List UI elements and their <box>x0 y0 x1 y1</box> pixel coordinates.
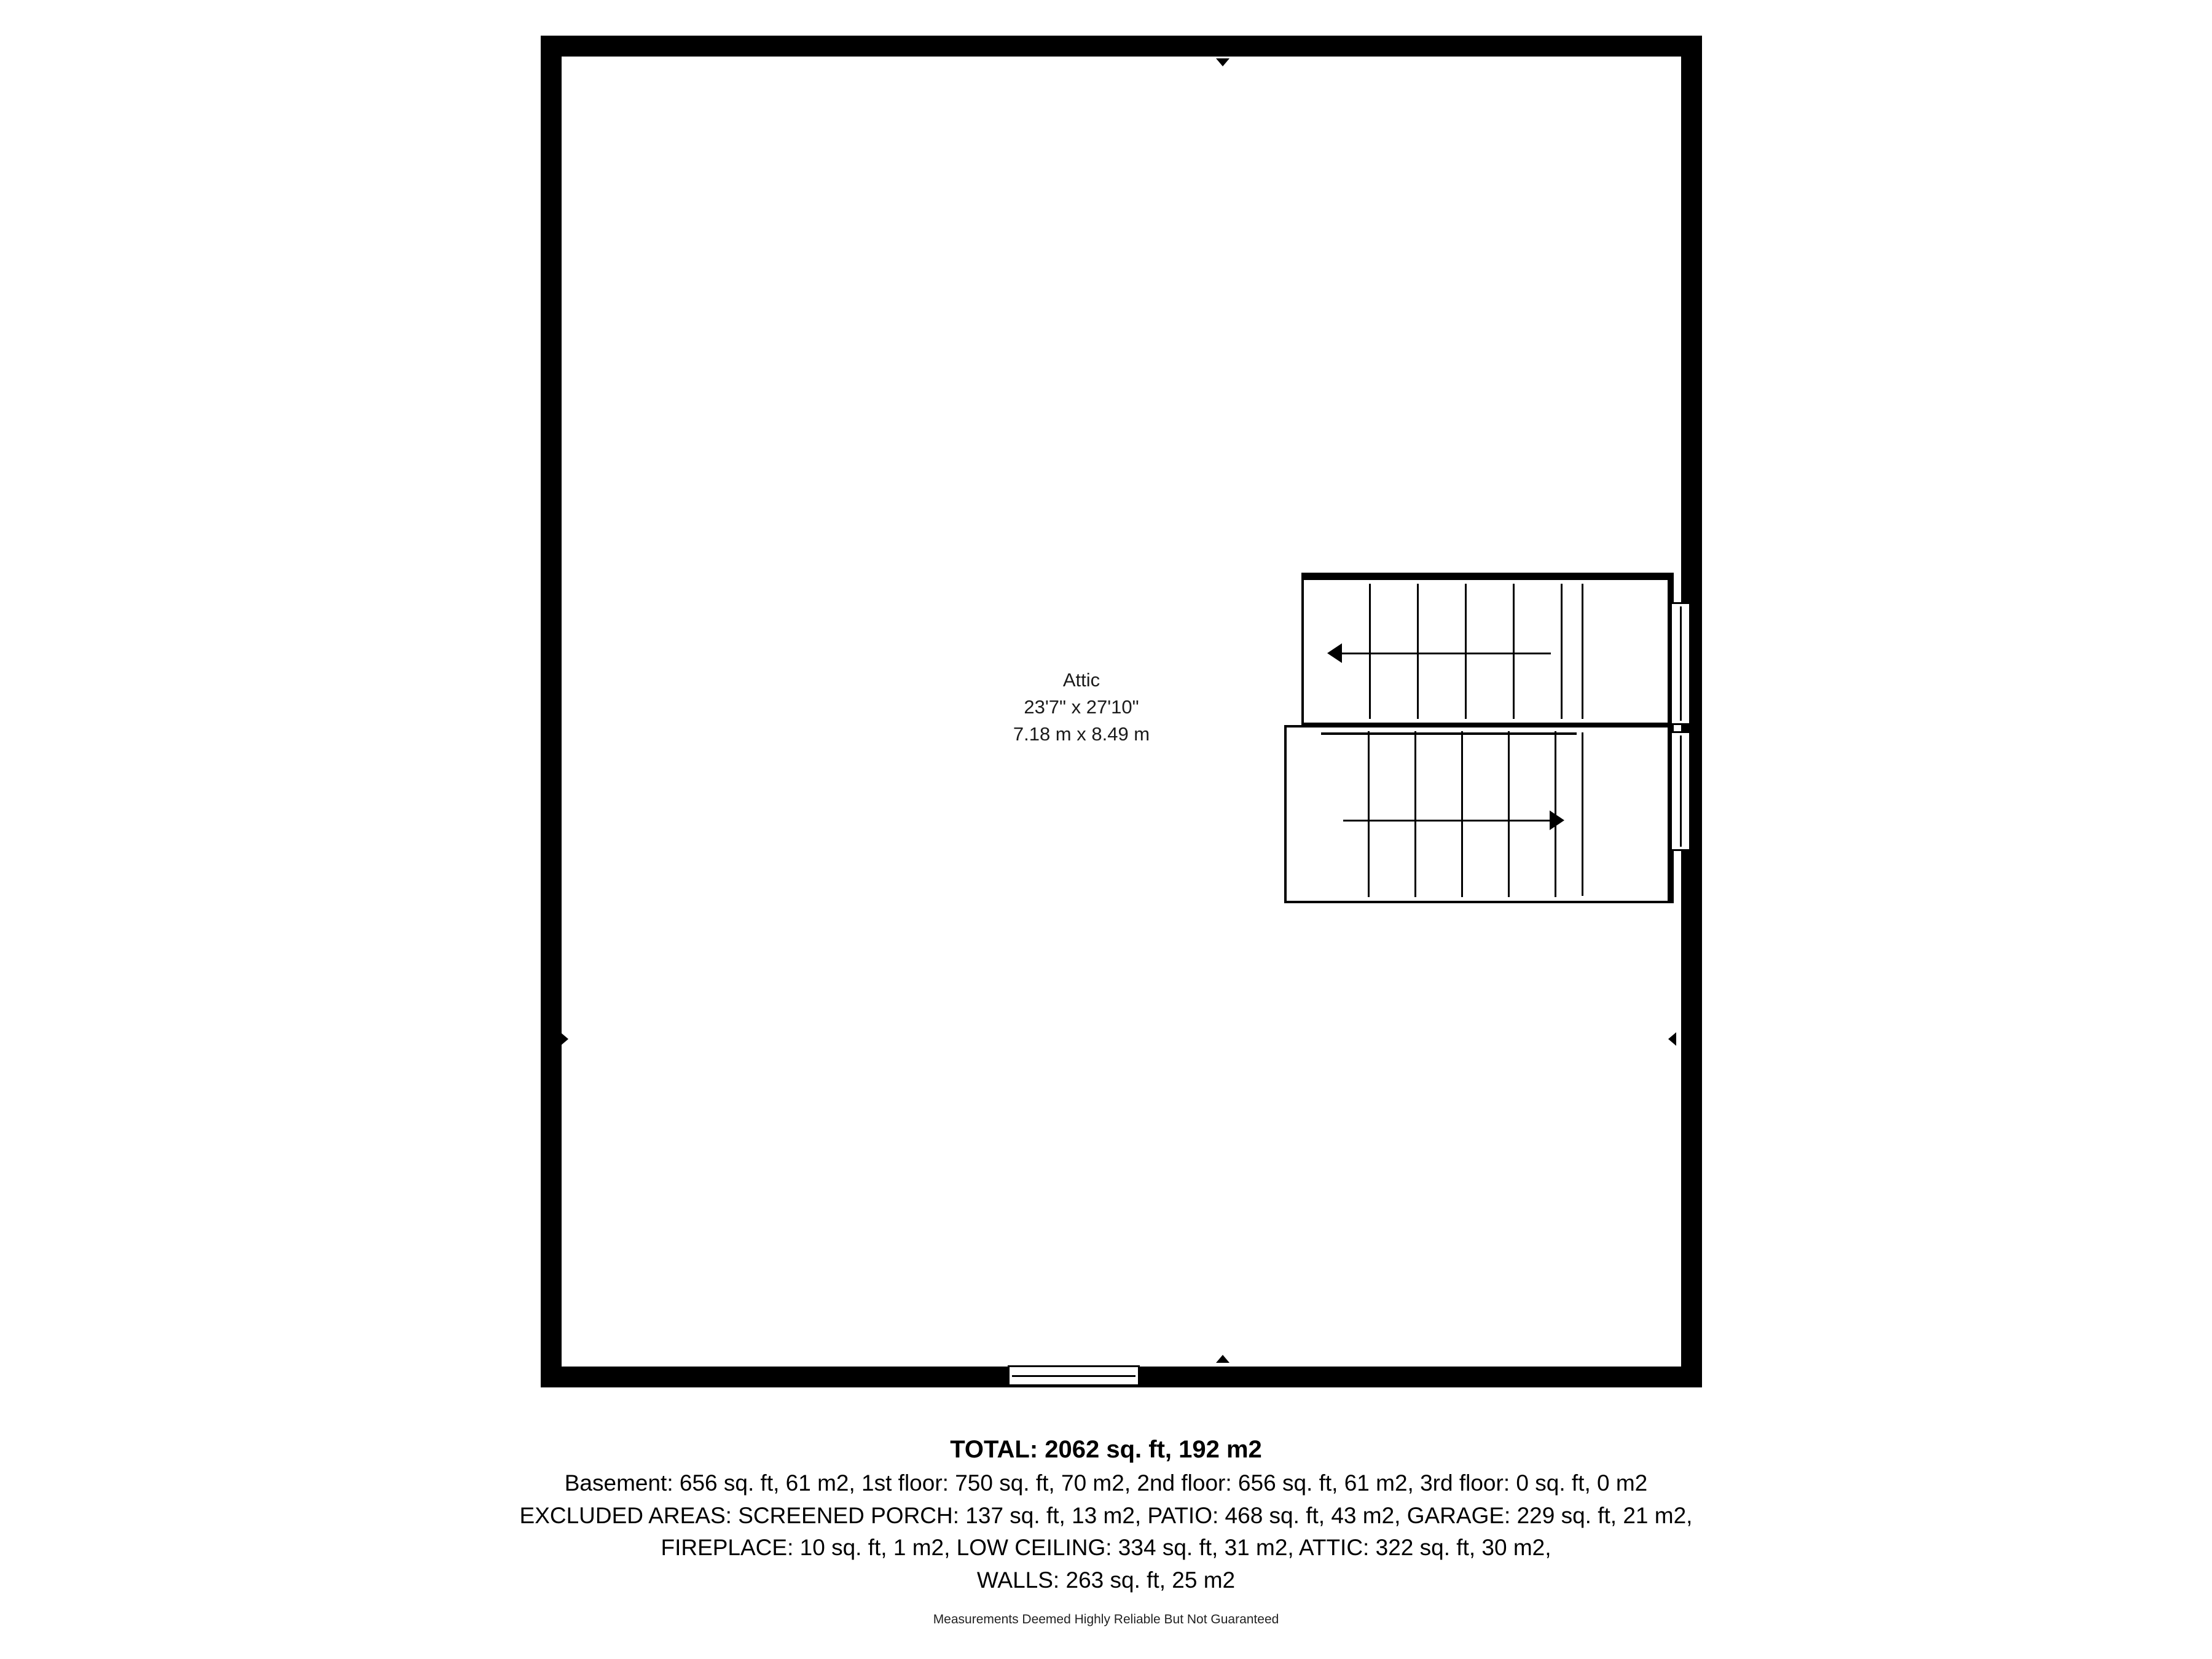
dimension-tick-south-icon <box>1216 1355 1230 1363</box>
stair-direction-arrow-up-icon <box>1327 643 1342 663</box>
window-south <box>1008 1365 1140 1386</box>
stair-treads-lower <box>1321 731 1577 897</box>
room-dimensions-metric: 7.18 m x 8.49 m <box>1013 723 1150 745</box>
dimension-tick-west-icon <box>560 1032 568 1046</box>
excluded-areas-line-1: EXCLUDED AREAS: SCREENED PORCH: 137 sq. ft, 13 m2, PATIO: 468 sq. ft, 43 m2, GARAGE: 229 sq. ft, 21 m2, <box>519 1502 1693 1528</box>
staircase-lower-run <box>1284 725 1670 903</box>
measurement-disclaimer: Measurements Deemed Highly Reliable But Not Guaranteed <box>933 1612 1279 1627</box>
dimension-tick-north-icon <box>1216 58 1230 66</box>
stair-direction-line-upper <box>1342 653 1551 654</box>
floor-breakdown-text: Basement: 656 sq. ft, 61 m2, 1st floor: 750 sq. ft, 70 m2, 2nd floor: 656 sq. ft, 61 m2, 3rd floor: 0 sq. ft, 0 m2 <box>564 1470 1648 1496</box>
room-dimensions-imperial: 23'7" x 27'10" <box>1024 696 1139 718</box>
area-summary <box>0 1432 2212 1627</box>
stair-treads-upper <box>1321 584 1594 719</box>
excluded-areas-line-2: FIREPLACE: 10 sq. ft, 1 m2, LOW CEILING: 334 sq. ft, 31 m2, ATTIC: 322 sq. ft, 30 m2, <box>661 1535 1551 1561</box>
excluded-areas-line-3: WALLS: 263 sq. ft, 25 m2 <box>976 1567 1236 1593</box>
stair-rail-lower-top <box>1321 732 1577 735</box>
room-name: Attic <box>1062 669 1100 691</box>
dimension-tick-east-icon <box>1668 1032 1676 1046</box>
window-east-lower <box>1670 731 1691 851</box>
stair-direction-line-lower <box>1343 820 1552 822</box>
total-area-text: TOTAL: 2062 sq. ft, 192 m2 <box>950 1436 1262 1463</box>
room-label-attic <box>909 667 1253 748</box>
stair-rail-lower <box>1582 732 1583 896</box>
stair-direction-arrow-down-icon <box>1550 810 1564 830</box>
stair-rail-upper <box>1582 584 1583 719</box>
staircase-upper-run <box>1301 578 1670 725</box>
window-east-upper <box>1670 602 1691 725</box>
